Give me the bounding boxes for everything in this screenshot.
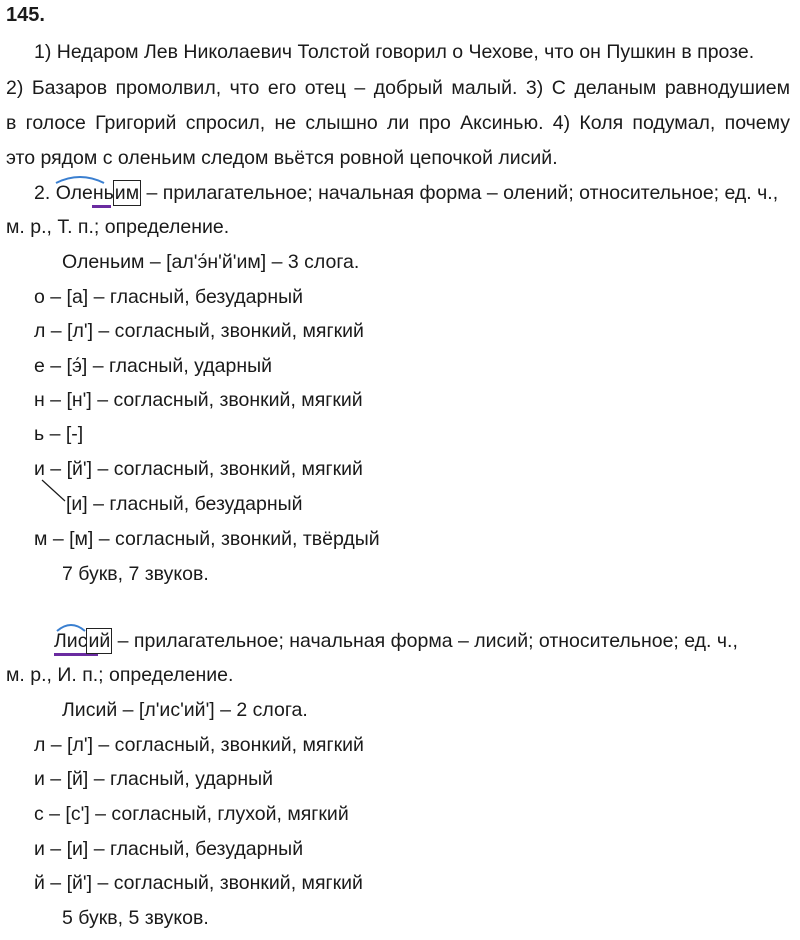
word1-letter-2: л – [л'] – согласный, звонкий, мягкий (34, 320, 364, 342)
suffix-underline-icon (92, 205, 111, 208)
word1-letter-5: ь – [-] (34, 423, 84, 445)
word1-letter-6: и – [й'] – согласный, звонкий, мягкий (34, 458, 363, 480)
word2-letter-5: й – [й'] – согласный, звонкий, мягкий (34, 872, 363, 894)
word1-parse-line (34, 180, 778, 206)
word2-summary: 5 букв, 5 звуков. (62, 907, 209, 929)
word2-word (54, 628, 112, 654)
word1-letter-6b: [и] – гласный, безударный (66, 493, 303, 515)
word1-transcription: Оленьим – [ал'э́н'й'им] – 3 слога. (62, 251, 360, 273)
word1-description: – прилагательное; начальная форма – олений; относительное; ед. ч., (141, 182, 779, 204)
word2-letter-1: л – [л'] – согласный, звонкий, мягкий (34, 734, 364, 756)
word1-word (56, 180, 141, 206)
word2-letter-4: и – [и] – гласный, безударный (34, 838, 304, 860)
word1-letter-7: м – [м] – согласный, звонкий, твёрдый (34, 528, 380, 550)
word1-letter-1: о – [а] – гласный, безударный (34, 286, 303, 308)
sentence-line-3: в голосе Григорий спросил, не слышно ли про Аксинью. 4) Коля подумал, почему (6, 112, 790, 134)
word2-ending-box: ий (88, 630, 111, 652)
word2-description: – прилагательное; начальная форма – лисий; относительное; ед. ч., (112, 630, 738, 652)
word1-letter-3: е – [э́] – гласный, ударный (34, 355, 273, 377)
word1-letter-4: н – [н'] – согласный, звонкий, мягкий (34, 389, 363, 411)
word1-summary: 7 букв, 7 звуков. (62, 563, 209, 585)
word2-stem: Лис (54, 629, 87, 653)
word1-stem: Олень (56, 181, 114, 205)
sentence-line-1: 1) Недаром Лев Николаевич Толстой говорил о Чехове, что он Пушкин в прозе. (34, 41, 755, 63)
word2-description-line2: м. р., И. п.; определение. (6, 664, 234, 686)
sentence-line-4: это рядом с оленьим следом вьётся ровной цепочкой лисий. (6, 147, 558, 169)
word2-letter-3: с – [с'] – согласный, глухой, мягкий (34, 803, 349, 825)
word1-ending-box: им (114, 182, 140, 204)
word2-transcription: Лисий – [л'ис'ий'] – 2 слога. (62, 699, 308, 721)
word1-number: 2. (34, 182, 56, 204)
sentence-line-2: 2) Базаров промолвил, что его отец – добрый малый. 3) С деланым равнодушием (6, 77, 790, 99)
word1-description-line2: м. р., Т. п.; определение. (6, 216, 230, 238)
task-number: 145. (6, 4, 45, 26)
word2-parse-line (54, 628, 738, 654)
word2-letter-2: и – [й] – гласный, ударный (34, 768, 273, 790)
